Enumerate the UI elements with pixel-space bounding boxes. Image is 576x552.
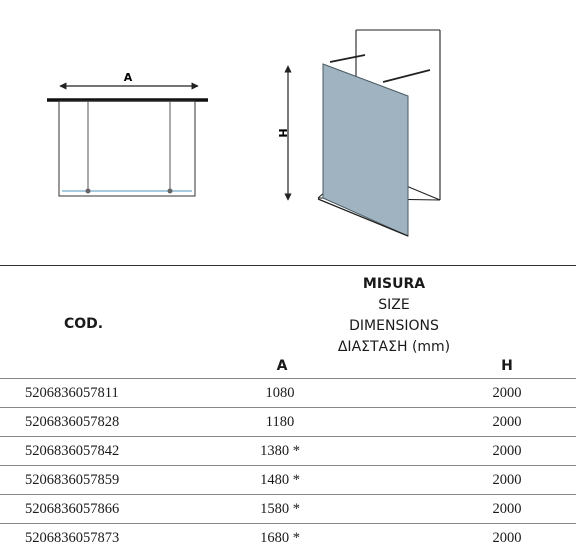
product-code: 5206836057866 (25, 501, 120, 517)
perspective-view-drawing (276, 30, 440, 236)
front-view-drawing (47, 71, 208, 196)
product-code: 5206836057842 (25, 443, 120, 459)
rod-foot-left (86, 189, 91, 194)
column-header-h: H (501, 358, 513, 374)
table-header (0, 266, 576, 379)
dimension-a: 1080 (265, 385, 295, 401)
dimension-a: 1480 * (260, 472, 300, 488)
size-header-line: MISURA (362, 276, 426, 292)
dimension-a: 1580 * (260, 501, 300, 517)
specification-table (0, 265, 576, 552)
dimension-h: 2000 (492, 385, 522, 401)
dimension-a: 1380 * (260, 443, 300, 459)
shower-screen-drawings (0, 0, 576, 265)
glass-panel-outline (59, 101, 195, 196)
column-header-code: COD. (64, 316, 104, 332)
product-code: 5206836057811 (25, 385, 119, 401)
dimension-a: 1180 (265, 414, 295, 430)
table-row (0, 495, 576, 524)
support-bar-right (383, 70, 430, 82)
table-row (0, 379, 576, 408)
width-label-a: A (123, 71, 133, 84)
dimension-h: 2000 (492, 530, 522, 546)
size-header (294, 274, 494, 358)
product-code: 5206836057828 (25, 414, 120, 430)
dimension-h: 2000 (492, 414, 522, 430)
dimension-a: 1680 * (260, 530, 300, 546)
table-row (0, 466, 576, 495)
size-header-line: SIZE (378, 297, 410, 313)
support-bar-left (330, 55, 365, 62)
table-row (0, 408, 576, 437)
technical-drawings (0, 0, 576, 265)
dimension-h: 2000 (492, 472, 522, 488)
size-header-line: DIMENSIONS (349, 318, 439, 334)
size-header-line: ΔΙΑΣΤΑΣΗ (mm) (337, 339, 451, 355)
table-row (0, 437, 576, 466)
glass-panel (323, 64, 408, 236)
dimension-h: 2000 (492, 501, 522, 517)
product-code: 5206836057859 (25, 472, 120, 488)
rod-foot-right (168, 189, 173, 194)
height-label-h: H (276, 128, 289, 138)
product-code: 5206836057873 (25, 530, 120, 546)
table-row (0, 524, 576, 552)
column-header-a: A (276, 358, 288, 374)
dimension-h: 2000 (492, 443, 522, 459)
